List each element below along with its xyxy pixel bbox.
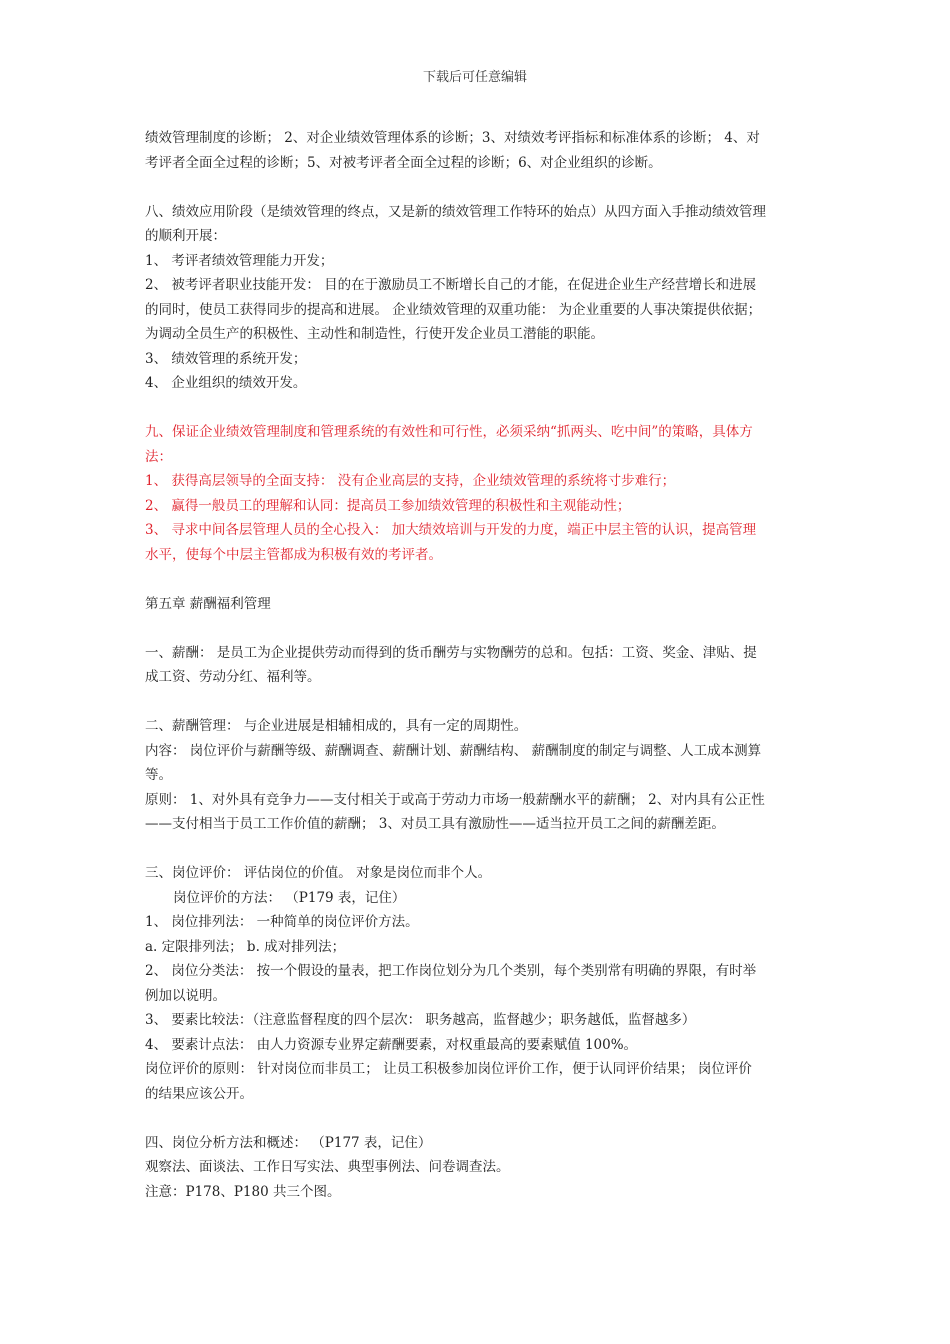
- text-line: 为调动全员生产的积极性、主动性和制造性，行使开发企业员工潜能的职能。: [145, 326, 604, 342]
- section-heading: 四、岗位分析方法和概述： （P177 表，记住）: [145, 1134, 432, 1151]
- list-item: 1、 岗位排列法： 一种简单的岗位评价方法。: [145, 914, 419, 930]
- list-item: 3、 寻求中间各层管理人员的全心投入： 加大绩效培训与开发的力度，端正中层主管的认识，提高管理: [145, 522, 757, 538]
- list-item: 3、 绩效管理的系统开发；: [145, 350, 307, 367]
- list-item: a. 定限排列法； b. 成对排列法；: [145, 938, 346, 955]
- list-item: 1、 获得高层领导的全面支持： 没有企业高层的支持，企业绩效管理的系统将寸步难行；: [145, 473, 676, 489]
- list-item: 4、 要素计点法： 由人力资源专业界定薪酬要素，对权重最高的要素赋值 100%。: [145, 1036, 638, 1053]
- section-heading: 一、薪酬： 是员工为企业提供劳动而得到的货币酬劳与实物酬劳的总和。包括：工资、奖金、津贴、提: [145, 644, 757, 661]
- text-line: 内容： 岗位评价与薪酬等级、薪酬调查、薪酬计划、薪酬结构、 薪酬制度的制定与调整、人工成本测算: [145, 742, 762, 759]
- list-item: 3、 要素比较法：（注意监督程度的四个层次： 职务越高，监督越少；职务越低，监督越多）: [145, 1012, 696, 1028]
- text-line: 岗位评价的原则： 针对岗位而非员工； 让员工积极参加岗位评价工作，便于认同评价结果； 岗位评价: [145, 1061, 752, 1077]
- page-header: 下载后可任意编辑: [422, 70, 527, 85]
- highlight-heading: 九、保证企业绩效管理制度和管理系统的有效性和可行性，必须采纳“抓两头、吃中间”的策略，具体方: [145, 424, 753, 440]
- chapter-title: 第五章 薪酬福利管理: [145, 595, 271, 612]
- list-item: 2、 被考评者职业技能开发： 目的在于激励员工不断增长自己的才能，在促进企业生产经营增长和进展: [145, 277, 757, 293]
- list-item: 2、 岗位分类法： 按一个假设的量表，把工作岗位划分为几个类别，每个类别常有明确的界限，有时举: [145, 963, 757, 979]
- list-item: 2、 赢得一般员工的理解和认同：提高员工参加绩效管理的积极性和主观能动性；: [145, 497, 631, 514]
- section-heading: 二、薪酬管理： 与企业进展是相辅相成的，具有一定的周期性。: [145, 718, 528, 734]
- text-line: 的顺利开展：: [145, 228, 226, 244]
- document-body: [145, 126, 810, 1204]
- text-line: 绩效管理制度的诊断； 2、对企业绩效管理体系的诊断；3、对绩效考评指标和标准体系的诊断； 4、对: [145, 130, 760, 146]
- text-line: 原则： 1、对外具有竞争力——支付相关于或高于劳动力市场一般薪酬水平的薪酬； 2、对内具有公正性: [145, 791, 765, 808]
- text-line: 法：: [145, 448, 172, 465]
- text-line: 成工资、劳动分红、福利等。: [145, 669, 321, 685]
- text-line: 的同时，使员工获得同步的提高和进展。 企业绩效管理的双重功能： 为企业重要的人事决策提供依据；: [145, 301, 762, 318]
- text-line: ——支付相当于员工工作价值的薪酬； 3、对员工具有激励性——适当拉开员工之间的薪酬差距。: [145, 816, 725, 832]
- text-line: 的结果应该公开。: [145, 1085, 253, 1102]
- text-line: 考评者全面全过程的诊断；5、对被考评者全面全过程的诊断；6、对企业组织的诊断。: [145, 154, 662, 171]
- text-line: 水平，使每个中层主管都成为积极有效的考评者。: [145, 546, 442, 563]
- section-heading: 三、岗位评价： 评估岗位的价值。 对象是岗位而非个人。: [145, 865, 492, 881]
- list-item: 4、 企业组织的绩效开发。: [145, 375, 307, 391]
- text-line: 岗位评价的方法： （P179 表，记住）: [173, 889, 406, 906]
- text-line: 等。: [145, 767, 172, 783]
- text-line: 例加以说明。: [145, 987, 226, 1004]
- text-line: 观察法、面谈法、工作日写实法、典型事例法、问卷调查法。: [145, 1159, 510, 1175]
- list-item: 1、 考评者绩效管理能力开发；: [145, 252, 334, 269]
- text-line: 注意：P178、P180 共三个图。: [145, 1183, 341, 1200]
- section-heading: 八、绩效应用阶段（是绩效管理的终点，又是新的绩效管理工作特环的始点）从四方面入手推动绩效管理: [145, 203, 766, 220]
